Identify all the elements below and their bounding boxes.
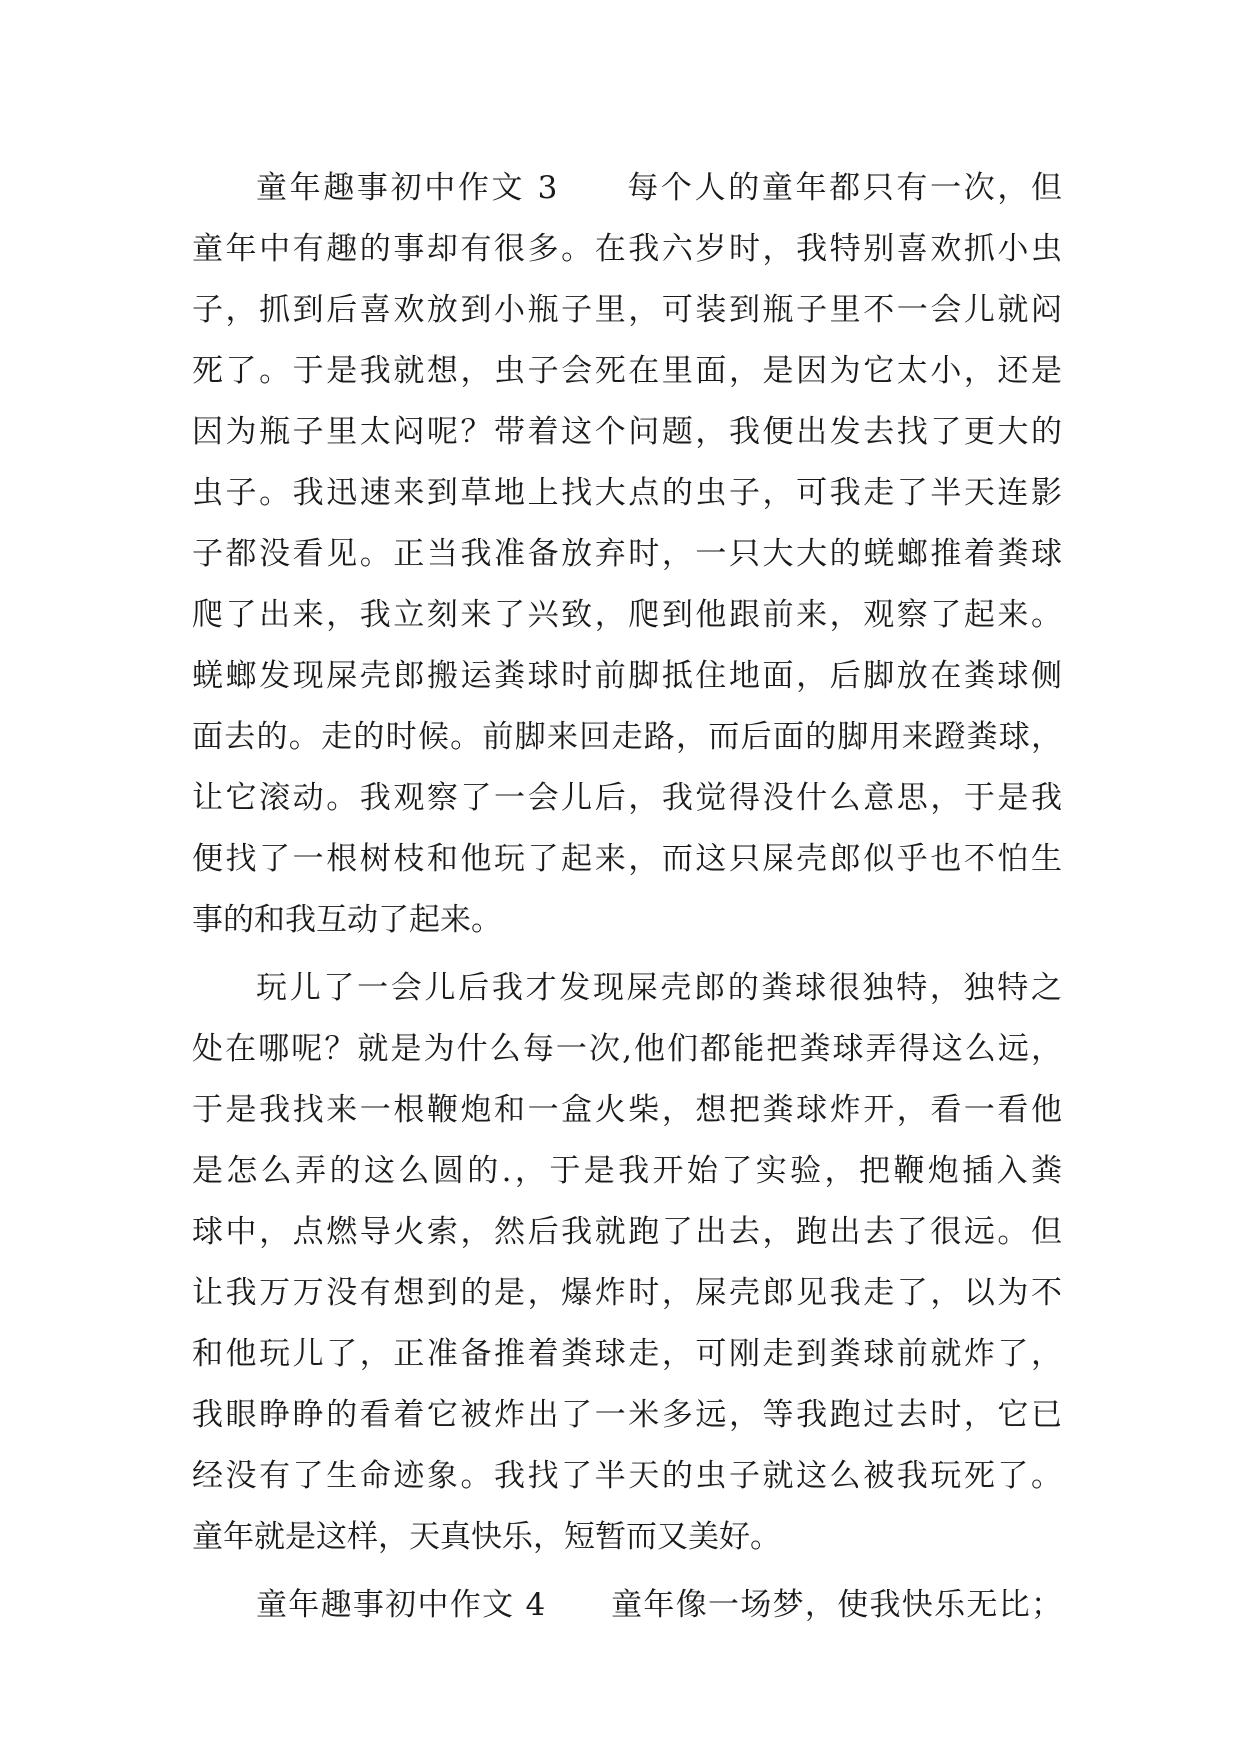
paragraph — [192, 1575, 1062, 1636]
text-line: 面去的。走的时候。前脚来回走路，而后面的脚用来蹬粪球， — [192, 719, 1062, 755]
paragraph-spacer — [192, 951, 1062, 958]
text-line: 死了。于是我就想，虫子会死在里面，是因为它太小，还是 — [192, 353, 1062, 389]
text-line: 经没有了生命迹象。我找了半天的虫子就这么被我玩死了。 — [192, 1458, 1062, 1494]
text-line: 童年趣事初中作文 3 每个人的童年都只有一次，但 — [256, 170, 1062, 206]
text-line: 童年就是这样，天真快乐，短暂而又美好。 — [192, 1519, 781, 1555]
text-line: 和他玩儿了，正准备推着粪球走，可刚走到粪球前就炸了， — [192, 1336, 1062, 1372]
text-line: 童年中有趣的事却有很多。在我六岁时，我特别喜欢抓小虫 — [192, 231, 1062, 267]
text-line: 便找了一根树枝和他玩了起来，而这只屎壳郎似乎也不怕生 — [192, 841, 1062, 877]
text-line: 虫子。我迅速来到草地上找大点的虫子，可我走了半天连影 — [192, 475, 1062, 511]
text-line: 我眼睁睁的看着它被炸出了一米多远，等我跑过去时，它已 — [192, 1397, 1062, 1433]
text-line: 因为瓶子里太闷呢？带着这个问题，我便出发去找了更大的 — [192, 414, 1062, 450]
text-line: 是怎么弄的这么圆的.，于是我开始了实验，把鞭炮插入粪 — [192, 1153, 1062, 1189]
essay-text — [192, 158, 1062, 1636]
text-line: 让它滚动。我观察了一会儿后，我觉得没什么意思，于是我 — [192, 780, 1062, 816]
text-line: 球中，点燃导火索，然后我就跑了出去，跑出去了很远。但 — [192, 1214, 1062, 1250]
text-line: 童年趣事初中作文 4 童年像一场梦，使我快乐无比； — [256, 1587, 1062, 1623]
text-line: 让我万万没有想到的是，爆炸时，屎壳郎见我走了，以为不 — [192, 1275, 1062, 1311]
paragraph — [192, 958, 1062, 1568]
paragraph — [192, 158, 1062, 951]
text-line: 爬了出来，我立刻来了兴致，爬到他跟前来，观察了起来。 — [192, 597, 1062, 633]
text-line: 子都没看见。正当我准备放弃时，一只大大的蜣螂推着粪球 — [192, 536, 1062, 572]
text-line: 事的和我互动了起来。 — [192, 902, 502, 938]
text-line: 子，抓到后喜欢放到小瓶子里，可装到瓶子里不一会儿就闷 — [192, 292, 1062, 328]
text-line: 玩儿了一会儿后我才发现屎壳郎的粪球很独特，独特之 — [256, 970, 1062, 1006]
paragraph-spacer — [192, 1568, 1062, 1575]
text-line: 于是我找来一根鞭炮和一盒火柴，想把粪球炸开，看一看他 — [192, 1092, 1062, 1128]
text-line: 蜣螂发现屎壳郎搬运粪球时前脚抵住地面，后脚放在粪球侧 — [192, 658, 1062, 694]
text-line: 处在哪呢？就是为什么每一次,他们都能把粪球弄得这么远， — [192, 1031, 1062, 1067]
